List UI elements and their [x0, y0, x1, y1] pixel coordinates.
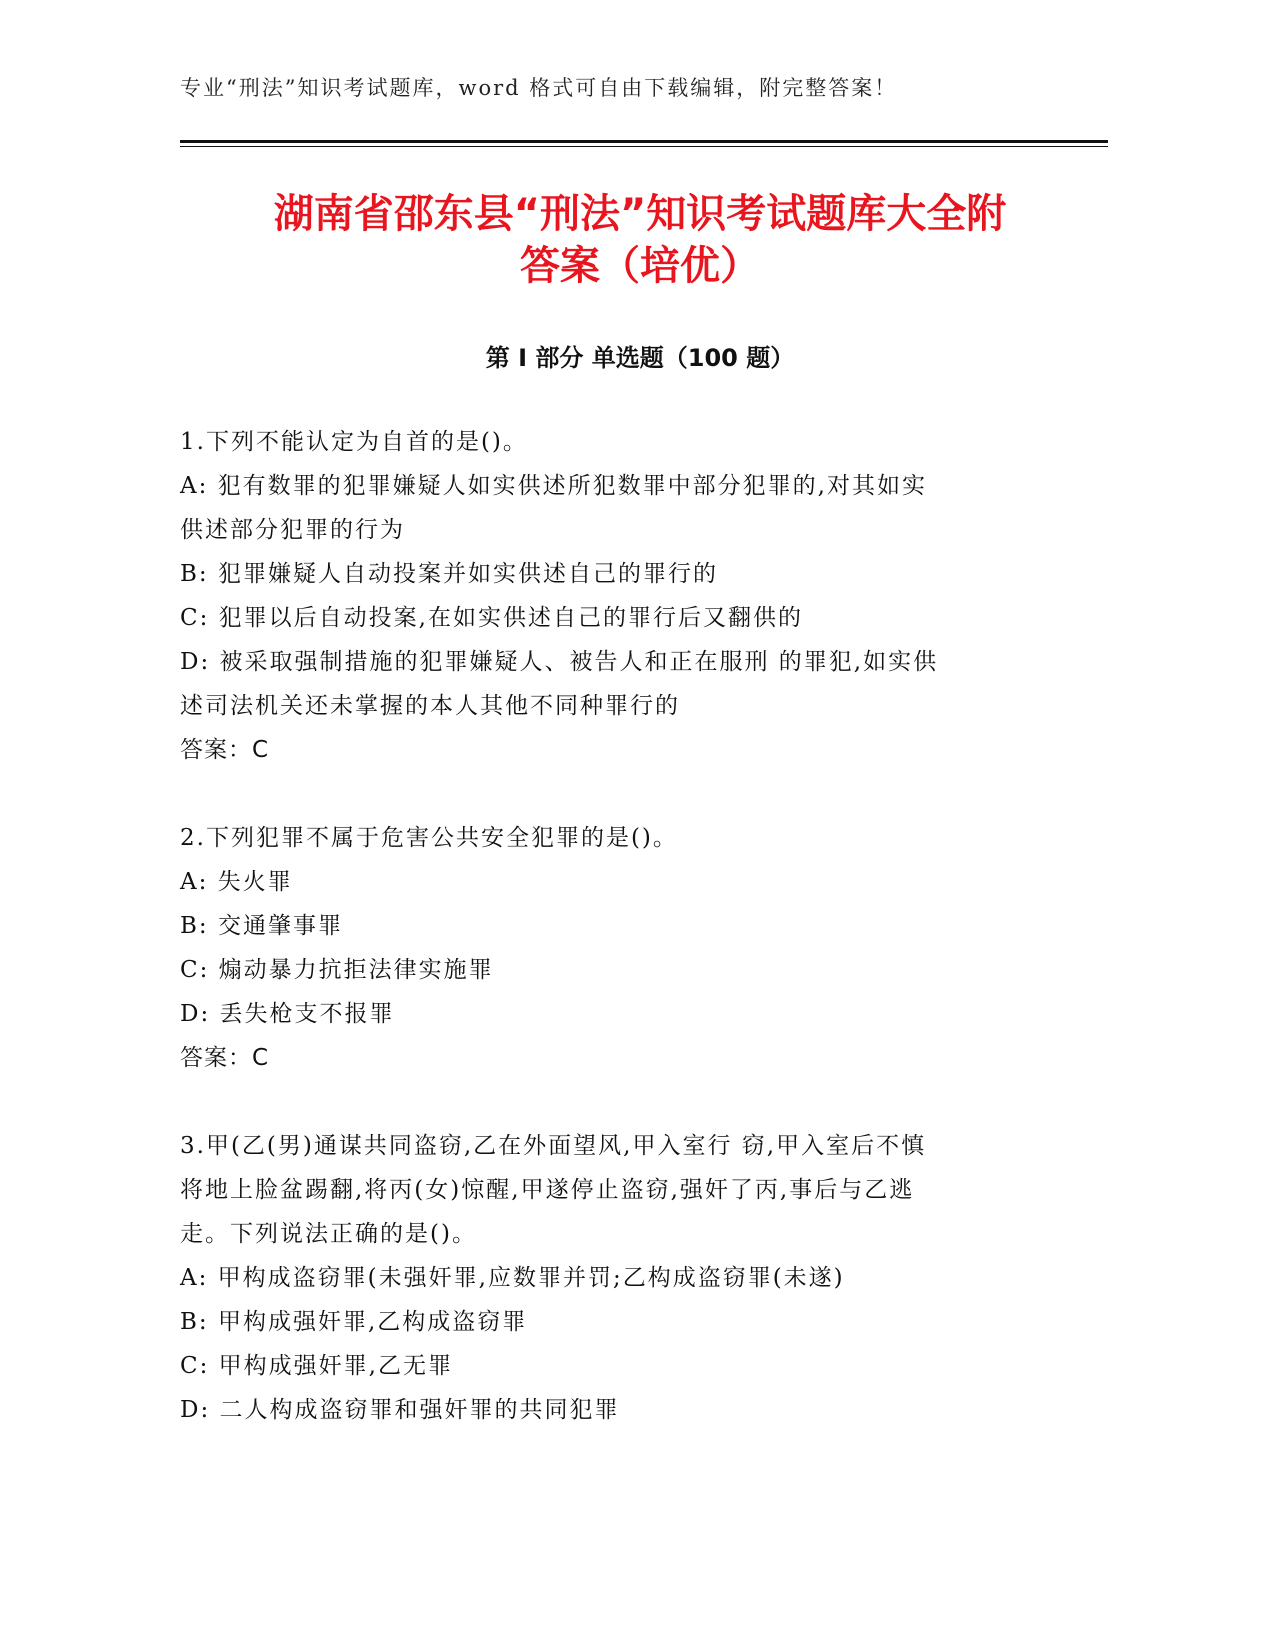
option-a: A: 甲构成盗窃罪(未强奸罪,应数罪并罚;乙构成盗窃罪(未遂) [180, 1265, 845, 1291]
option-b: B: 甲构成强奸罪,乙构成盗窃罪 [180, 1309, 528, 1335]
question-stem: 1.下列不能认定为自首的是()。 [180, 429, 528, 455]
option-d: D: 丢失枪支不报罪 [180, 1001, 395, 1027]
document-title [140, 188, 1140, 292]
question-stem: 3.甲(乙(男)通谋共同盗窃,乙在外面望风,甲入室行 窃,甲入室后不慎 [180, 1133, 927, 1159]
question-stem-cont: 走。下列说法正确的是()。 [180, 1221, 477, 1247]
option-c: C: 犯罪以后自动投案,在如实供述自己的罪行后又翻供的 [180, 605, 803, 631]
option-a: A: 失火罪 [180, 869, 293, 895]
option-a-cont: 供述部分犯罪的行为 [180, 517, 405, 543]
option-c: C: 煽动暴力抗拒法律实施罪 [180, 957, 494, 983]
answer: 答案：C [180, 737, 270, 763]
section-heading: 第 I 部分 单选题（100 题） [485, 344, 795, 372]
question-stem-cont: 将地上脸盆踢翻,将丙(女)惊醒,甲遂停止盗窃,强奸了丙,事后与乙逃 [180, 1177, 915, 1203]
header-note: 专业“刑法”知识考试题库，word 格式可自由下载编辑，附完整答案！ [180, 76, 898, 100]
question-list [180, 420, 1040, 1476]
option-d: D: 二人构成盗窃罪和强奸罪的共同犯罪 [180, 1397, 620, 1423]
question-3 [180, 1124, 1040, 1432]
option-b: B: 犯罪嫌疑人自动投案并如实供述自己的罪行的 [180, 561, 718, 587]
question-1 [180, 420, 1040, 772]
option-d: D: 被采取强制措施的犯罪嫌疑人、被告人和正在服刑 的罪犯,如实供 [180, 649, 939, 675]
option-a: A: 犯有数罪的犯罪嫌疑人如实供述所犯数罪中部分犯罪的,对其如实 [180, 473, 927, 499]
option-b: B: 交通肇事罪 [180, 913, 343, 939]
option-d-cont: 述司法机关还未掌握的本人其他不同种罪行的 [180, 693, 680, 719]
title-line-1: 湖南省邵东县“刑法”知识考试题库大全附 [273, 191, 1007, 237]
question-stem: 2.下列犯罪不属于危害公共安全犯罪的是()。 [180, 825, 678, 851]
answer: 答案：C [180, 1045, 270, 1071]
option-c: C: 甲构成强奸罪,乙无罪 [180, 1353, 453, 1379]
header-rule-thin [180, 146, 1108, 147]
question-2 [180, 816, 1040, 1080]
header-rule-thick [180, 140, 1108, 143]
title-line-2: 答案（培优） [520, 243, 760, 289]
